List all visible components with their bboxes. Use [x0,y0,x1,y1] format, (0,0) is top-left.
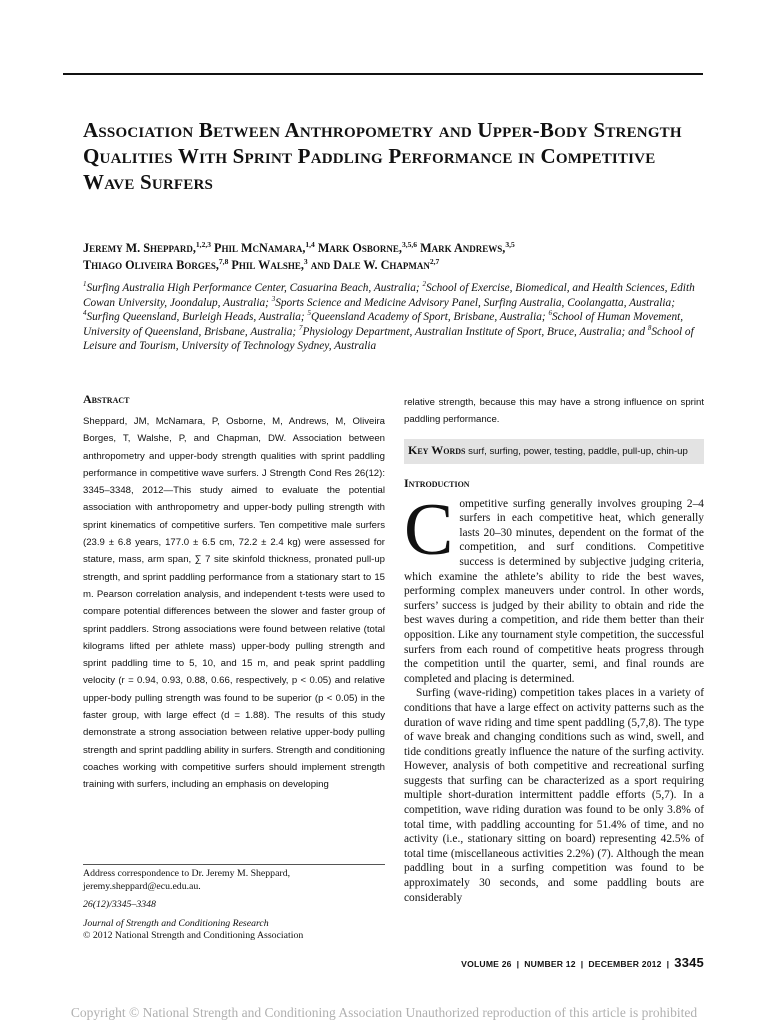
intro-p1-text: ompetitive surfing generally involves grouping 2–4 surfers in each competitive heat, which generally lasts 20–30 minutes, dependent on the format of the competition, and surf conditions. Competitive success is determined by subjective judging criteria, which examine the athlete’s ability to ride the best waves, performing complex maneuvers under control. In other words, surfers’ success is judged by their ability to obtain and ride the best waves during a competition, and ride them better than their opposition. Like any tournament style competition, the successful surfers from each round of competitive heats progress through the competition until the quarter, semi, and final rounds are completed and placing is determined. [404,497,704,685]
author-list [83,240,703,274]
footnotes [83,868,385,943]
footnote-rule [83,864,385,865]
author-name: Phil Walshe, [231,258,304,272]
drop-cap: C [404,488,454,571]
author-affil-sup: 2,7 [429,256,440,266]
author-affil-sup: 3 [303,256,308,266]
introduction-heading: Introduction [404,475,470,490]
affil-text: School of Human Movement, University of Queensland, Brisbane, Australia; [83,311,684,338]
volume-label: VOLUME 26 [461,959,512,969]
author-line-1 [83,240,703,257]
affil-sup: 8 [647,324,652,333]
affil-text: Surfing Queensland, Burleigh Heads, Australia; [86,311,308,324]
journal-block [83,918,385,943]
journal-copyright: © 2012 National Strength and Conditioning Association [83,930,304,942]
author-name: Jeremy M. Sheppard, [83,241,196,255]
affil-sup: 5 [307,309,312,318]
intro-paragraph-2: Surfing (wave-riding) competition takes places in a variety of conditions that have a large effect on activity patterns such as the duration of wave riding and time spent paddling (5,7,8). The type of wave break and changing conditions such as wind, swell, and tide conditions greatly influence the nature of the surfing activity. However, analysis of both competitive and recreational surfing suggests that surfing can be characterized as a sport requiring multiple short-duration intermittent paddle efforts (5,7). In a competition, wave riding duration was found to be only 3.8% of total time, with paddling accounting for 51.4% of time, and no activity (i.e., stationary sitting on board) representing 42.5% of total time (miscellaneous activities 2.2%) (7). Although the mean paddling bout in a surfing competition was found to be approximately 30 seconds, and some paddling bouts are considerably [404,687,704,904]
journal-name: Journal of Strength and Conditioning Research [83,917,269,929]
keywords-label: Key Words [408,442,466,457]
correspondence-note: Address correspondence to Dr. Jeremy M. Sheppard, jeremy.sheppard@ecu.edu.au. [83,868,291,892]
right-column [404,394,704,905]
author-name: Thiago Oliveira Borges, [83,258,219,272]
abstract-text: Sheppard, JM, McNamara, P, Osborne, M, Andrews, M, Oliveira Borges, T, Walshe, P, and Chapman, DW. Association between anthropometry and upper-body strength qualities with sprint paddling performance in competitive wave surfers. J Strength Cond Res 26(12): 3345–3348, 2012—This study aimed to evaluate the potential association with anthropometry and upper-body pulling strength with sprint kinematics of competitive surfers. Ten competitive male surfers (23.9 ± 6.8 years, 177.0 ± 6.5 cm, 72.2 ± 2.4 kg) were assessed for stature, mass, arm span, ∑ 7 site skinfold thickness, pronated pull-up strength, and sprint paddling performance from a stationary start to 15 m. Pearson correlation analysis, and independent t-tests were used to compare potential differences between the slower and faster group of sprint paddlers. Strong associations were found between relative (total kilograms lifted per athlete mass) upper-body pulling strength and sprint paddling time to 5, 10, and 15 m, and peak sprint paddling velocity (r = 0.94, 0.93, 0.88, 0.66, respectively, p < 0.05) and relative upper-body pulling strength was found to be superior (p < 0.05) in the faster group, with large effect (d = 1.88). The results of this study demonstrate a strong association between relative upper-body pulling strength and sprint paddling ability in surfers. Strength and conditioning coaches working with competitive surfers should implement strength training with surfers, including an emphasis on developing [83,416,385,791]
author-affil-sup: 3,5,6 [401,239,418,249]
author-name: Phil McNamara, [214,241,306,255]
abstract-continued: relative strength, because this may have a strong influence on sprint paddling performance. [404,397,704,426]
keywords-text: surf, surfing, power, testing, paddle, pull-up, chin-up [468,445,688,457]
affil-sup: 3 [271,294,276,303]
footer-separator: | [666,959,670,969]
footer-separator: | [580,959,584,969]
affil-text: Physiology Department, Australian Institute of Sport, Bruce, Australia; and [302,325,648,338]
affiliations [83,281,703,354]
author-name: Mark Osborne, [317,241,402,255]
affil-sup: 7 [298,324,303,333]
author-affil-sup: 1,4 [305,239,315,249]
affil-sup: 1 [83,280,87,289]
footer-separator: | [516,959,520,969]
top-rule [63,73,703,75]
affil-sup: 4 [83,309,87,318]
citation-note: 26(12)/3345–3348 [83,899,156,911]
issue-label: NUMBER 12 [524,959,576,969]
copyright-watermark: Copyright © National Strength and Conditioning Association Unauthorized reproduction of this article is prohibited [70,1005,698,1020]
author-line-2 [83,257,703,274]
article-title: Association Between Anthropometry and Upper-Body Strength Qualities With Sprint Paddling Performance in Competitive Wave Surfers [83,118,682,194]
affil-text: School of Leisure and Tourism, University of Technology Sydney, Australia [83,325,694,353]
affil-sup: 6 [548,309,552,318]
author-name: and Dale W. Chapman [310,258,430,272]
author-name: Mark Andrews, [420,241,506,255]
abstract-heading: Abstract [83,392,130,406]
page-footer [461,955,704,970]
keywords-box [404,439,704,464]
affil-text: School of Exercise, Biomedical, and Health Sciences, Edith Cowan University, Joondalup, Australia; [83,282,695,309]
affil-text: Queensland Academy of Sport, Brisbane, Australia; [311,311,549,324]
author-affil-sup: 3,5 [505,239,515,249]
affil-text: Sports Science and Medicine Advisory Panel, Surfing Australia, Coolangatta, Australia; [275,296,675,309]
author-affil-sup: 7,8 [218,256,229,266]
intro-paragraph-1 [404,488,704,687]
affil-text: Surfing Australia High Performance Center, Casuarina Beach, Australia; [86,282,423,294]
left-column [83,392,385,794]
date-label: DECEMBER 2012 [588,959,662,969]
page-number: 3345 [674,955,704,970]
author-affil-sup: 1,2,3 [195,239,211,249]
affil-sup: 2 [422,280,426,289]
